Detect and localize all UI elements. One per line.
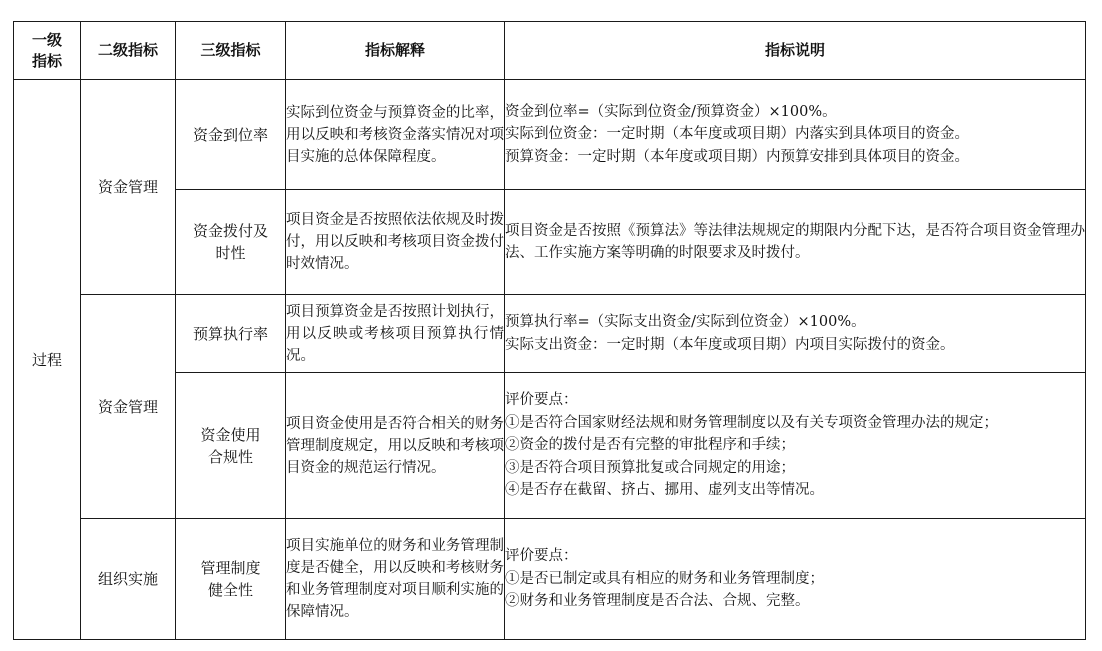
description-line: 资金到位率=（实际到位资金/预算资金）×100%。 bbox=[505, 103, 837, 120]
description-line: 预算资金：一定时期（本年度或项目期）内预算安排到具体项目的资金。 bbox=[505, 148, 969, 165]
description-line: 评价要点： bbox=[505, 392, 578, 409]
level3-cell bbox=[176, 519, 286, 640]
description-line: 预算执行率=（实际支出资金/实际到位资金）×100%。 bbox=[505, 314, 866, 330]
level2-cell: 资金管理 bbox=[81, 80, 176, 295]
description-line: ①是否符合国家财经法规和财务管理制度以及有关专项资金管理办法的规定； bbox=[505, 414, 998, 431]
explanation-cell: 项目预算资金是否按照计划执行，用以反映或考核项目预算执行情况。 bbox=[286, 295, 505, 373]
level3-cell bbox=[176, 80, 286, 190]
description-line: 实际到位资金：一定时期（本年度或项目期）内落实到具体项目的资金。 bbox=[505, 126, 969, 143]
header-level1-line2: 指标 bbox=[31, 51, 62, 70]
level1-cell: 过程 bbox=[14, 80, 81, 640]
description-line: 项目资金是否按照《预算法》等法律法规规定的期限内分配下达，是否符合项目资金管理办法、工作实施方案等明确的时限要求及时拨付。 bbox=[505, 222, 1085, 261]
description-line: 实际支出资金：一定时期（本年度或项目期）内项目实际拨付的资金。 bbox=[505, 336, 955, 353]
level3-line: 合规性 bbox=[207, 447, 253, 466]
level3-line: 健全性 bbox=[207, 581, 253, 599]
header-explanation: 指标解释 bbox=[286, 22, 505, 80]
table-row bbox=[14, 80, 1086, 190]
description-cell bbox=[505, 519, 1086, 640]
header-level2: 二级指标 bbox=[81, 22, 176, 80]
level3-line: 时性 bbox=[215, 244, 246, 262]
description-line: 评价要点： bbox=[505, 548, 578, 565]
level2-cell: 资金管理 bbox=[81, 295, 176, 519]
description-cell bbox=[505, 80, 1086, 190]
description-cell bbox=[505, 295, 1086, 373]
header-level1 bbox=[14, 22, 81, 80]
description-cell bbox=[505, 190, 1086, 295]
explanation-cell: 项目实施单位的财务和业务管理制度是否健全，用以反映和考核财务和业务管理制度对项目顺利实施的保障情况。 bbox=[286, 519, 505, 640]
description-line: ②资金的拨付是否有完整的审批程序和手续； bbox=[505, 437, 795, 454]
level3-line: 资金到位率 bbox=[192, 125, 268, 144]
description-line: ④是否存在截留、挤占、挪用、虚列支出等情况。 bbox=[505, 482, 824, 499]
header-description: 指标说明 bbox=[505, 22, 1086, 80]
indicator-table bbox=[13, 21, 1086, 640]
explanation-cell: 项目资金是否按照依法依规及时拨付，用以反映和考核项目资金拨付时效情况。 bbox=[286, 190, 505, 295]
table-row bbox=[14, 295, 1086, 373]
level3-line: 预算执行率 bbox=[192, 324, 268, 343]
explanation-cell: 实际到位资金与预算资金的比率，用以反映和考核资金落实情况对项目实施的总体保障程度。 bbox=[286, 80, 505, 190]
table-row bbox=[14, 519, 1086, 640]
level3-cell bbox=[176, 190, 286, 295]
level3-line: 管理制度 bbox=[200, 559, 261, 577]
explanation-cell: 项目资金使用是否符合相关的财务管理制度规定，用以反映和考核项目资金的规范运行情况。 bbox=[286, 373, 505, 519]
level3-line: 资金拨付及 bbox=[192, 222, 268, 240]
level2-cell: 组织实施 bbox=[81, 519, 176, 640]
level3-line: 资金使用 bbox=[200, 425, 261, 444]
header-level3: 三级指标 bbox=[176, 22, 286, 80]
description-line: ③是否符合项目预算批复或合同规定的用途； bbox=[505, 459, 795, 476]
description-line: ①是否已制定或具有相应的财务和业务管理制度； bbox=[505, 570, 824, 587]
level3-cell bbox=[176, 373, 286, 519]
header-row bbox=[14, 22, 1086, 80]
level3-cell bbox=[176, 295, 286, 373]
header-level1-line1: 一级 bbox=[31, 30, 62, 49]
description-line: ②财务和业务管理制度是否合法、合规、完整。 bbox=[505, 593, 810, 610]
description-cell bbox=[505, 373, 1086, 519]
